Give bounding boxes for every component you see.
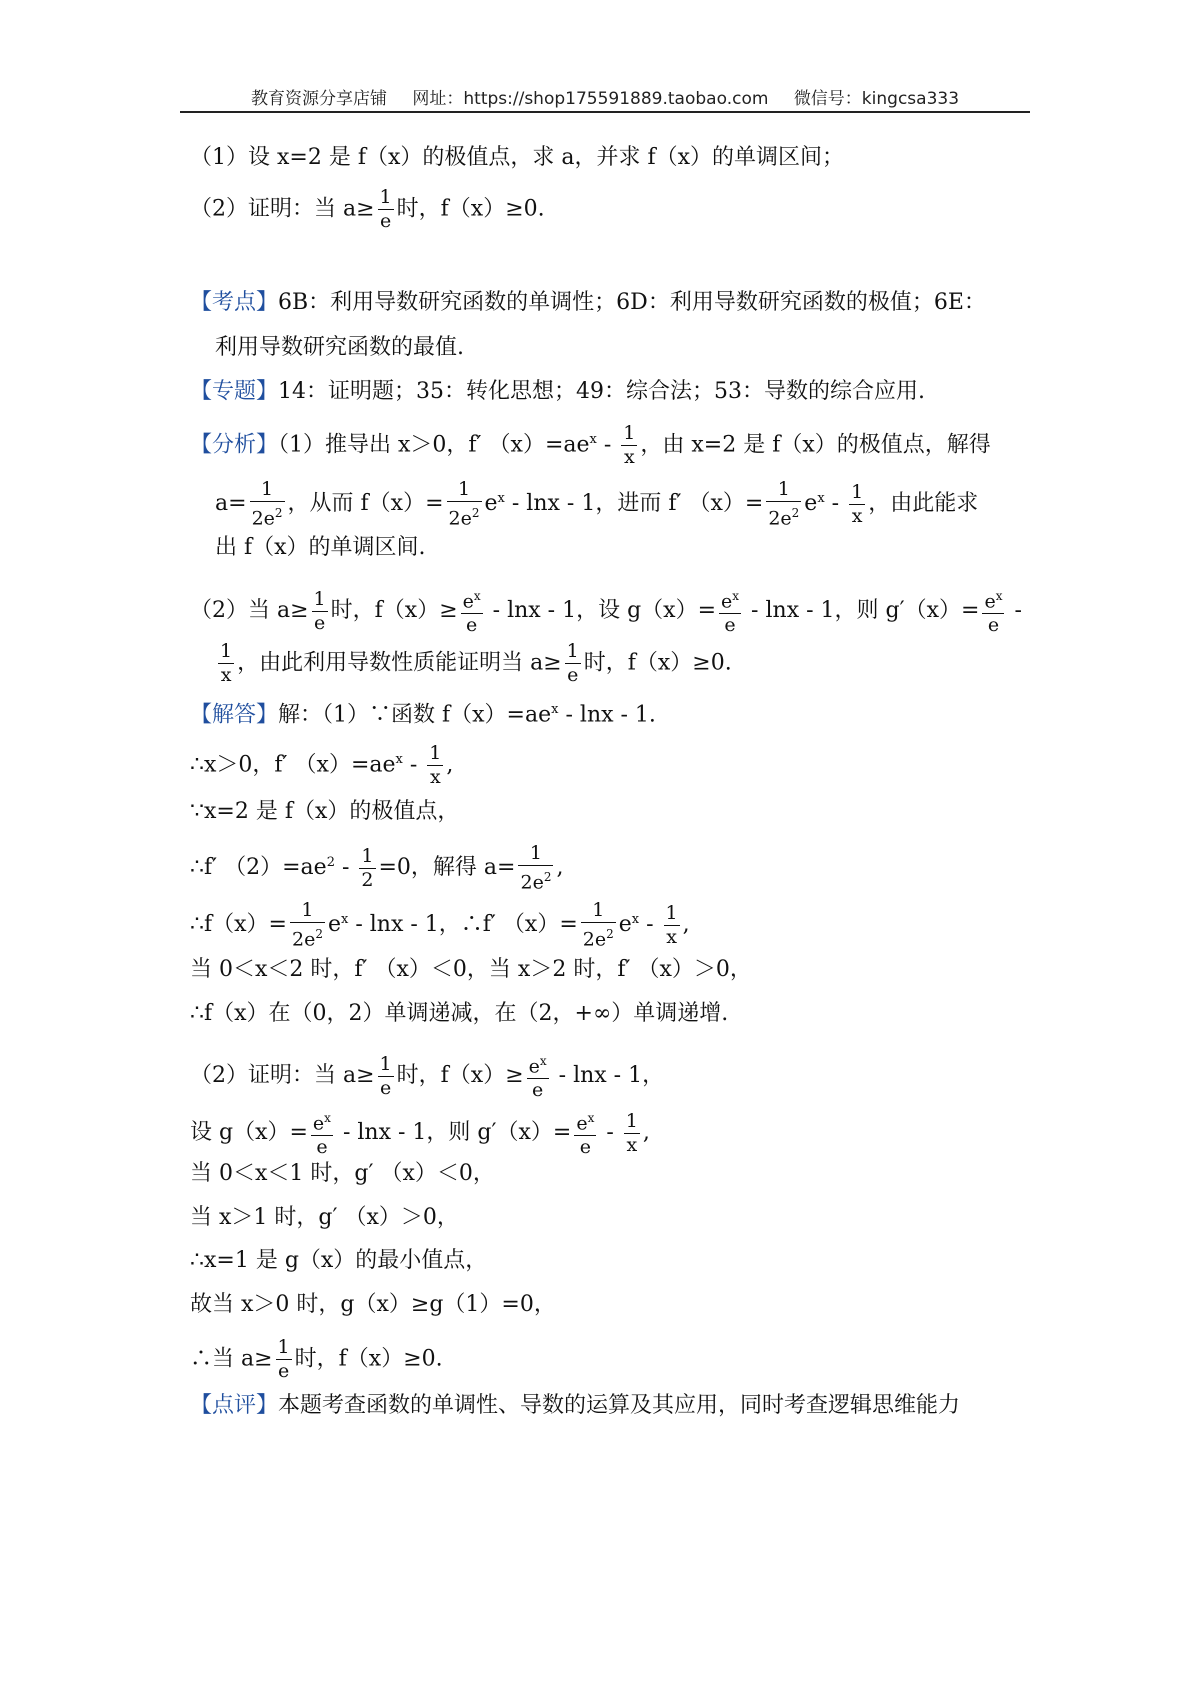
fenxi-line-3: 出 f（x）的单调区间. [215, 535, 426, 560]
fraction-ex-over-e: $\frac{e^x}{e}$ [311, 1107, 333, 1159]
fraction-1-over-e: $\frac{1}{e}$ [277, 1336, 290, 1382]
kaodian-line-2 [215, 333, 464, 363]
jieda-line-10: 当 0＜x＜1 时，g′ （x）＜0， [190, 1161, 495, 1186]
fraction-ex-over-e: $\frac{e^x}{e}$ [461, 585, 483, 637]
fraction-1-over-e: $\frac{1}{e}$ [566, 640, 579, 686]
question-2-text-b: 时，f（x）≥0. [396, 196, 545, 222]
page-header [180, 84, 1030, 109]
jieda-line-6: 当 0＜x＜2 时，f′ （x）＜0，当 x＞2 时，f′ （x）＞0， [190, 957, 752, 982]
jieda-line-12: ∴x=1 是 g（x）的最小值点， [190, 1248, 488, 1273]
zhuanti-line [190, 377, 925, 407]
header-rule [180, 111, 1030, 113]
fraction-1-over-2e2: $\frac{1}{2e^2}$ [582, 899, 614, 951]
kaodian-line-1 [190, 288, 986, 318]
header-site: 网址：https://shop175591889.taobao.com [412, 89, 769, 109]
fraction-1-over-x: $\frac{1}{x}$ [625, 1109, 638, 1156]
zhuanti-text: 14：证明题；35：转化思想；49：综合法；53：导数的综合应用. [278, 379, 925, 404]
jieda-line-5: ∴f（x）= $\frac{1}{2e^2}$ $e^x$ - lnx - 1，∴f′ （x）= $\frac{1}{2e^2}$ $e^x$ - $\frac{1}{x}$ , [190, 899, 690, 951]
question-1-text: （1）设 x=2 是 f（x）的极值点，求 a，并求 f（x）的单调区间； [190, 145, 845, 170]
dianping-tag: 【点评】 [190, 1393, 279, 1418]
fenxi-line-5: $\frac{1}{x}$ ，由此利用导数性质能证明当 a≥ $\frac{1}{e}$ 时，f（x）≥0. [220, 640, 732, 686]
jieda-tag: 【解答】 [190, 702, 279, 728]
fraction-1-over-2e2: $\frac{1}{2e^2}$ [768, 478, 800, 530]
zhuanti-tag: 【专题】 [190, 379, 279, 404]
jieda-line-3: ∵x=2 是 f（x）的极值点， [190, 799, 460, 824]
fenxi-tag: 【分析】 [190, 432, 279, 458]
fenxi-line-2: a= $\frac{1}{2e^2}$ ，从而 f（x）= $\frac{1}{2e^2}$ $e^x$ - lnx - 1，进而 f′ （x）= $\frac{1}{2e^2}$ $e^x$ - $\frac{1}{x}$ ，由此能求 [215, 478, 979, 530]
jieda-line-1: 【解答】解：（1）∵函数 $f(x)=ae^x - \ln x - 1$. [190, 702, 656, 728]
fraction-1-over-e: $\frac{1}{e}$ [313, 587, 326, 634]
fenxi-line-4: （2）当 a≥ $\frac{1}{e}$ 时，f（x）≥ $\frac{e^x}{e}$ - lnx - 1，设 g（x）= $\frac{e^x}{e}$ - lnx - 1，则 g′（x）= $\frac{e^x}{e}$ - [190, 585, 1022, 637]
question-1 [190, 143, 844, 173]
jieda-line-14: ∴当 a≥ $\frac{1}{e}$ 时，f（x）≥0. [190, 1336, 443, 1382]
fraction-ex-over-e: $\frac{e^x}{e}$ [527, 1050, 549, 1102]
fraction-1-over-2: $\frac{1}{2}$ [361, 844, 374, 891]
fraction-ex-over-e: $\frac{e^x}{e}$ [982, 585, 1004, 637]
fraction-ex-over-e: $\frac{e^x}{e}$ [719, 585, 741, 637]
question-2-text-a: （2）证明：当 a≥ [190, 196, 375, 222]
jieda-line-8: （2）证明：当 a≥ $\frac{1}{e}$ 时，f（x）≥ $\frac{e^x}{e}$ - lnx - 1， [190, 1050, 664, 1102]
jieda-line-7: ∴f（x）在（0，2）单调递减，在（2，+∞）单调递增. [190, 1001, 729, 1026]
fraction-ex-over-e: $\frac{e^x}{e}$ [574, 1107, 596, 1159]
fraction-1-over-x: $\frac{1}{x}$ [429, 742, 442, 788]
jieda-line-9: 设 g（x）= $\frac{e^x}{e}$ - lnx - 1，则 g′（x）= $\frac{e^x}{e}$ - $\frac{1}{x}$ , [190, 1107, 650, 1159]
jieda-line-13: 故当 x＞0 时，g（x）≥g（1）=0， [190, 1292, 556, 1317]
fraction-1-over-x: $\frac{1}{x}$ [623, 422, 636, 468]
question-2 [190, 186, 545, 233]
kaodian-tag: 【考点】 [190, 290, 279, 315]
jieda-line-4: ∴f′ $(2)=ae^2$ - $\frac{1}{2}$ =0，解得 a= $\frac{1}{2e^2}$ , [190, 842, 564, 894]
fraction-1-over-e: $\frac{1}{e}$ [379, 186, 392, 232]
kaodian-text-1: 6B：利用导数研究函数的单调性；6D：利用导数研究函数的极值；6E： [278, 290, 986, 315]
fraction-1-over-2e2: $\frac{1}{2e^2}$ [291, 899, 323, 951]
jieda-line-11: 当 x＞1 时，g′ （x）＞0， [190, 1205, 459, 1230]
header-shop: 教育资源分享店铺 [250, 89, 387, 109]
fraction-1-over-2e2: $\frac{1}{2e^2}$ [251, 478, 283, 530]
header-wechat: 微信号：kingcsa333 [793, 89, 960, 109]
dianping-line [190, 1391, 960, 1421]
fraction-1-over-e: $\frac{1}{e}$ [379, 1052, 392, 1099]
jieda-line-2: ∴x＞0，f′ $(x)=ae^x$ - $\frac{1}{x}$ , [190, 742, 454, 788]
fraction-1-over-x: $\frac{1}{x}$ [851, 480, 864, 527]
dianping-text: 本题考查函数的单调性、导数的运算及其应用，同时考查逻辑思维能力 [278, 1393, 961, 1418]
fraction-1-over-2e2: $\frac{1}{2e^2}$ [520, 842, 552, 894]
fenxi-line-1: 【分析】（1）推导出 x＞0，f′ $(x)=ae^x$ - $\frac{1}{x}$ ，由 x=2 是 f（x）的极值点，解得 [190, 422, 991, 468]
fraction-1-over-x: $\frac{1}{x}$ [665, 901, 678, 948]
fraction-1-over-2e2: $\frac{1}{2e^2}$ [448, 478, 480, 530]
fraction-1-over-x: $\frac{1}{x}$ [220, 640, 233, 686]
kaodian-text-2: 利用导数研究函数的最值. [215, 335, 464, 360]
